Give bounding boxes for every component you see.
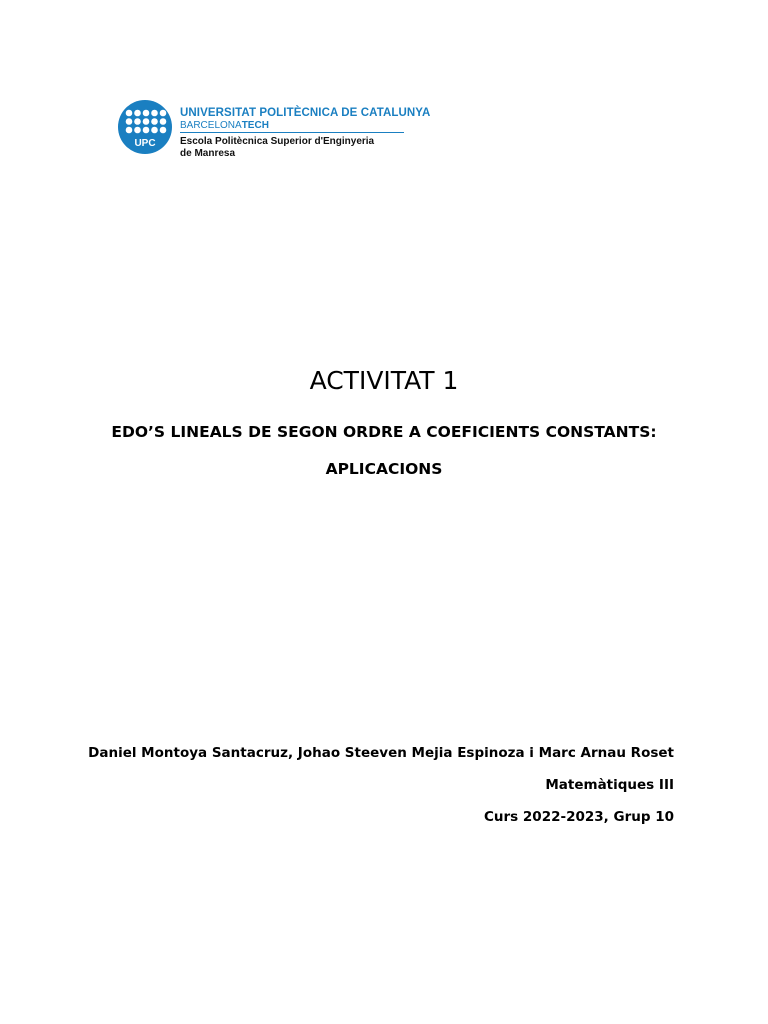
upc-seal-icon (118, 100, 172, 154)
institution-name: UNIVERSITAT POLITÈCNICA DE CATALUNYA (180, 107, 431, 119)
school-name-line-2: de Manresa (180, 148, 236, 159)
document-subtitle-line-1: EDO’S LINEALS DE SEGON ORDRE A COEFICIENTS CONSTANTS: (111, 423, 657, 441)
seal-label: UPC (134, 138, 156, 149)
institution-brand (180, 120, 269, 131)
logo-divider (180, 132, 404, 133)
brand-part-2: TECH (241, 120, 269, 131)
course-name: Matemàtiques III (545, 777, 674, 793)
university-logo (118, 100, 431, 160)
document-title: ACTIVITAT 1 (309, 366, 459, 395)
document-subtitle-line-2: APLICACIONS (325, 460, 443, 478)
school-name-line-1: Escola Politècnica Superior d'Enginyeria (180, 136, 375, 147)
brand-part-1: BARCELONA (180, 120, 242, 131)
course-year-group: Curs 2022-2023, Grup 10 (484, 809, 674, 825)
authors: Daniel Montoya Santacruz, Johao Steeven Mejia Espinoza i Marc Arnau Roset (88, 745, 674, 761)
